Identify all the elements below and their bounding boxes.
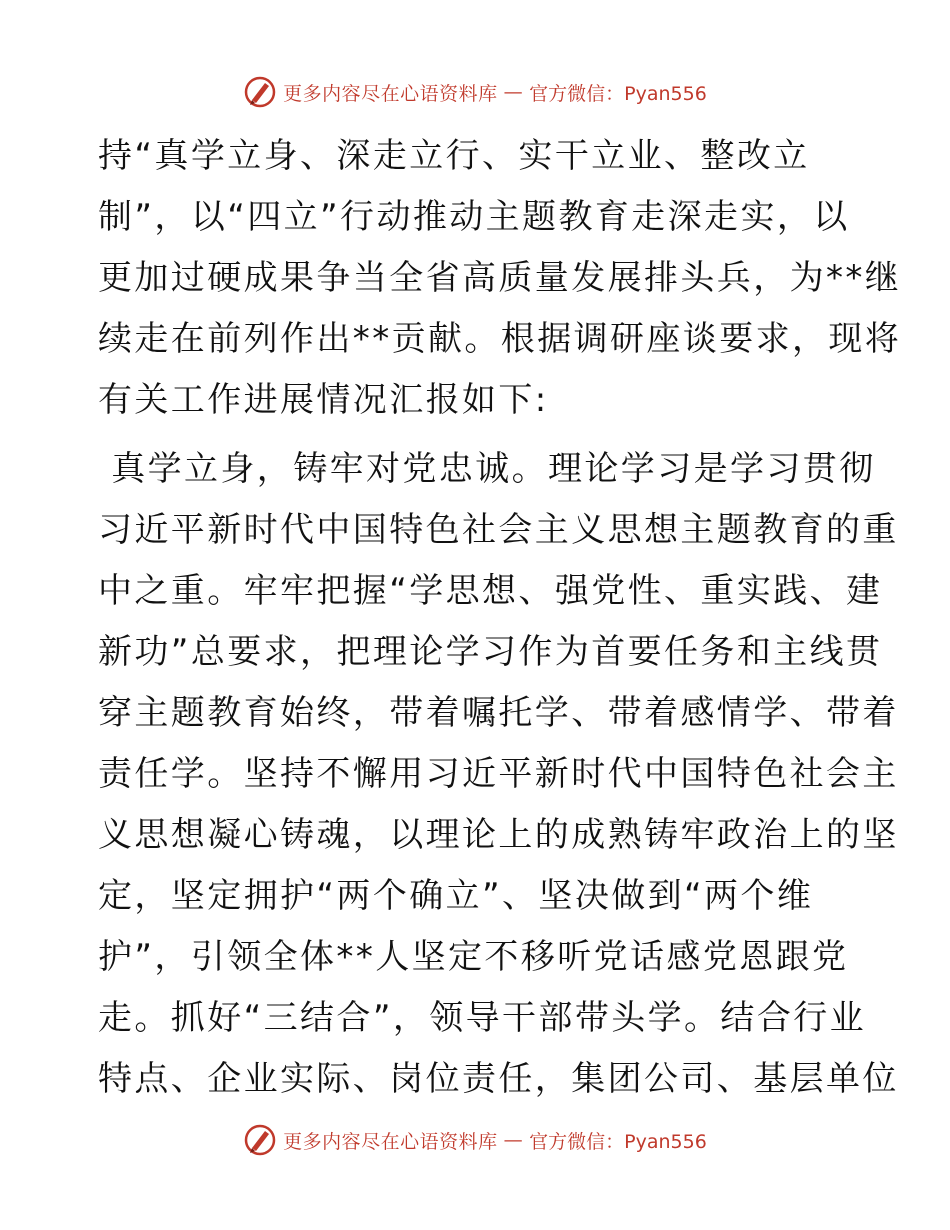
text-line: 中之重。牢牢把握“学思想、强党性、重实践、建	[98, 571, 883, 611]
pen-logo-icon	[243, 75, 277, 109]
text-line: 习近平新时代中国特色社会主义思想主题教育的重	[98, 510, 899, 550]
text-line: 责任学。坚持不懈用习近平新时代中国特色社会主	[98, 754, 899, 794]
paragraph-study	[98, 439, 899, 1110]
text-line: 定，坚定拥护“两个确立”、坚决做到“两个维	[98, 876, 814, 916]
text-line: 义思想凝心铸魂，以理论上的成熟铸牢政治上的坚	[98, 815, 899, 855]
text-line: 穿主题教育始终，带着嘱托学、带着感情学、带着	[98, 693, 899, 733]
pen-logo-icon	[243, 1123, 277, 1157]
header-banner	[0, 72, 950, 112]
text-line: 真学立身，铸牢对党忠诚。理论学习是学习贯彻	[98, 449, 876, 489]
text-line: 有关工作进展情况汇报如下:	[98, 380, 549, 420]
text-line: 制”，以“四立”行动推动主题教育走深走实，以	[98, 197, 850, 237]
text-line: 更加过硬成果争当全省高质量发展排头兵，为**继	[98, 258, 902, 298]
footer-wechat-text: 官方微信：Pyan556	[529, 1130, 707, 1153]
header-dash: —	[503, 81, 524, 103]
text-line: 护”，引领全体**人坚定不移听党话感党恩跟党	[98, 937, 849, 977]
document-body	[98, 126, 902, 1110]
text-line: 续走在前列作出**贡献。根据调研座谈要求，现将	[98, 319, 902, 359]
paragraph-intro	[98, 126, 902, 431]
text-line: 走。抓好“三结合”，领导干部带头学。结合行业	[98, 998, 867, 1038]
text-line: 持“真学立身、深走立行、实干立业、整改立	[98, 136, 810, 176]
footer-banner	[0, 1120, 950, 1160]
footer-site-text: 更多内容尽在心语资料库	[283, 1130, 498, 1153]
text-line: 新功”总要求，把理论学习作为首要任务和主线贯	[98, 632, 883, 672]
header-site-text: 更多内容尽在心语资料库	[283, 82, 498, 105]
footer-dash: —	[503, 1129, 524, 1151]
header-wechat-text: 官方微信：Pyan556	[529, 82, 707, 105]
text-line: 特点、企业实际、岗位责任，集团公司、基层单位	[98, 1059, 899, 1099]
